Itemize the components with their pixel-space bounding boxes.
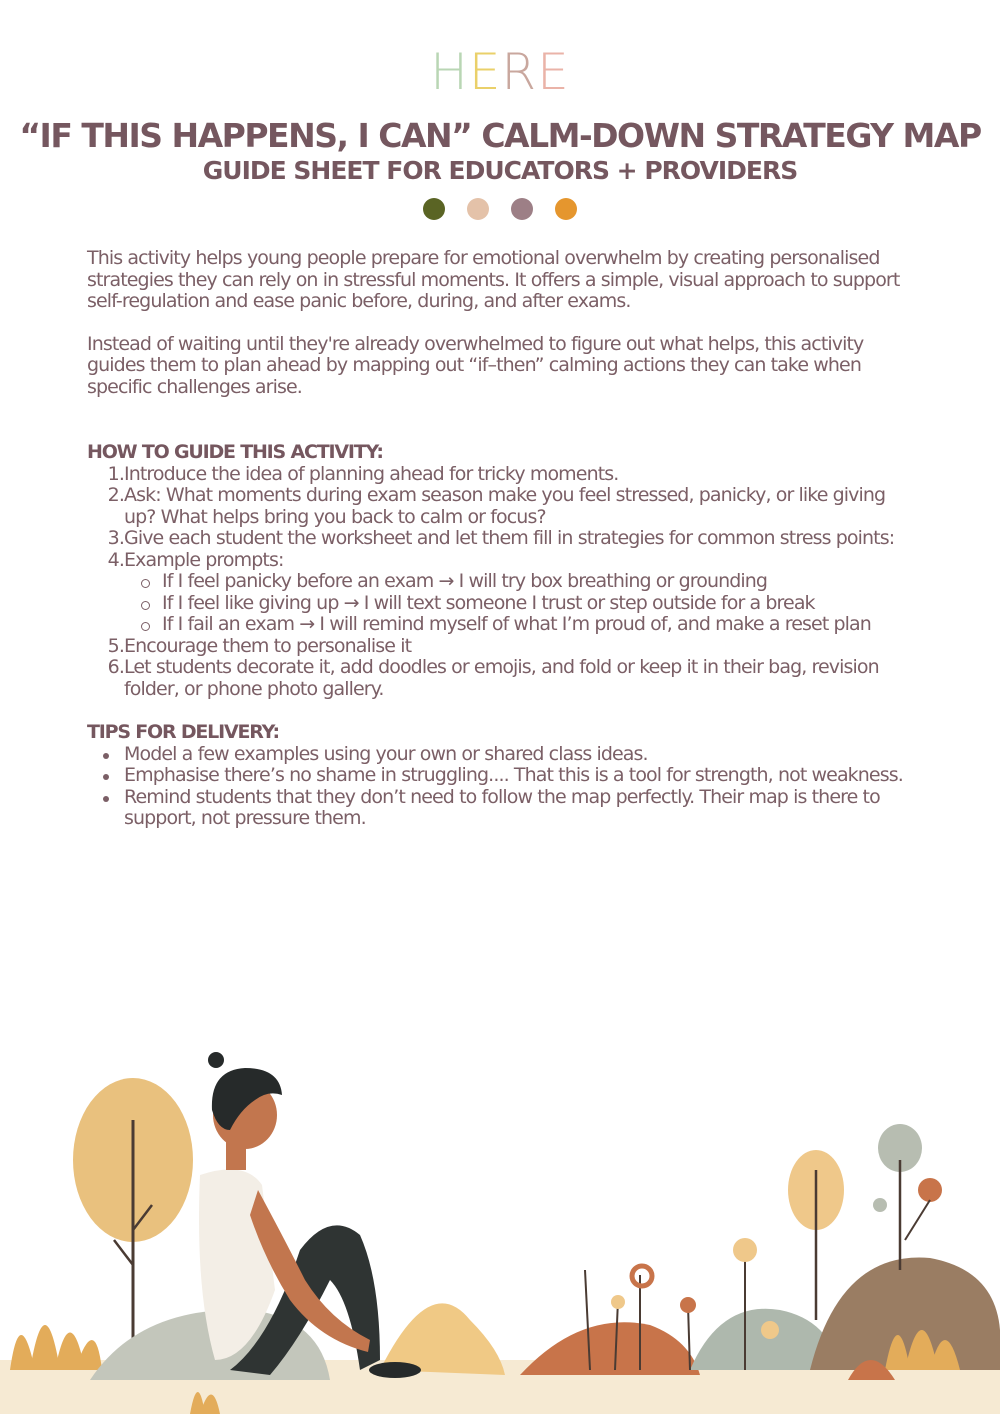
step-text: Introduce the idea of planning ahead for tricky moments. (124, 462, 619, 485)
tip-item: Remind students that they don’t need to follow the map perfectly. Their map is there to support, not pressure them. (87, 787, 912, 830)
step-text: Ask: What moments during exam season make you feel stressed, panicky, or like giving up? What helps bring you back to calm or focus? (124, 484, 886, 528)
intro-paragraph: Instead of waiting until they're already overwhelmed to figure out what helps, this activity guides them to plan ahead by mapping out “if–then” calming actions they can take when specific challenges arise. (87, 332, 864, 398)
far-right-trees (873, 1124, 942, 1270)
accent-dot (511, 198, 533, 220)
prompt-item: If I feel panicky before an exam → I will try box breathing or grounding (87, 571, 912, 593)
intro-paragraph: This activity helps young people prepare for emotional overwhelm by creating personalised strategies they can rely on in stressful moments. It offers a simple, visual approach to support self-regulation and ease panic before, during, and after exams. (87, 247, 900, 312)
step-item (87, 464, 912, 486)
step-number: 6. (107, 656, 124, 678)
left-tree (73, 1078, 193, 1340)
step-number: 1. (107, 462, 124, 485)
step-text: Encourage them to personalise it (124, 634, 412, 657)
step-number: 5. (107, 634, 124, 657)
accent-dot (555, 198, 577, 220)
tips-heading: TIPS FOR DELIVERY: (87, 721, 279, 743)
page-subtitle: GUIDE SHEET FOR EDUCATORS + PROVIDERS (202, 156, 798, 185)
guide-heading: HOW TO GUIDE THIS ACTIVITY: (87, 441, 383, 463)
seated-person-in-nature-illustration (0, 1040, 1000, 1414)
tip-item: Model a few examples using your own or shared class ideas. (87, 744, 912, 766)
step-item (87, 550, 912, 636)
step-text: Give each student the worksheet and let them fill in strategies for common stress points: (124, 527, 895, 549)
accent-dot (467, 198, 489, 220)
logo-letter: E (537, 43, 570, 101)
guide-content (87, 248, 912, 830)
left-grass (10, 1325, 102, 1370)
logo-letter: R (501, 43, 538, 101)
guide-steps (87, 464, 912, 701)
step-number: 2. (107, 484, 124, 506)
step-text: Let students decorate it, add doodles or emojis, and fold or keep it in their bag, revision folder, or phone photo gallery. (124, 656, 879, 700)
tips-list (87, 744, 912, 830)
step-item (87, 528, 912, 550)
accent-dot (423, 198, 445, 220)
step-text: Example prompts: (124, 548, 284, 571)
prompt-item: If I fail an exam → I will remind myself of what I’m proud of, and make a reset plan (87, 614, 912, 636)
tip-item: Emphasise there’s no shame in struggling.... That this is a tool for strength, not weakness. (87, 765, 912, 787)
step-number: 3. (107, 527, 124, 549)
step-item (87, 485, 912, 528)
prompt-item: If I feel like giving up → I will text someone I trust or step outside for a break (87, 593, 912, 615)
example-prompts (87, 571, 912, 636)
logo-letter: E (468, 43, 502, 101)
step-item (87, 636, 912, 658)
step-item (87, 657, 912, 700)
logo-letter: H (430, 43, 469, 101)
here-logo (0, 44, 1000, 100)
right-tree (788, 1150, 844, 1320)
accent-dots (0, 198, 1000, 220)
orange-mound (520, 1322, 700, 1375)
step-number: 4. (107, 548, 124, 571)
page-title: “IF THIS HAPPENS, I CAN” CALM-DOWN STRATEGY MAP (19, 116, 981, 155)
seated-person (199, 1052, 421, 1378)
